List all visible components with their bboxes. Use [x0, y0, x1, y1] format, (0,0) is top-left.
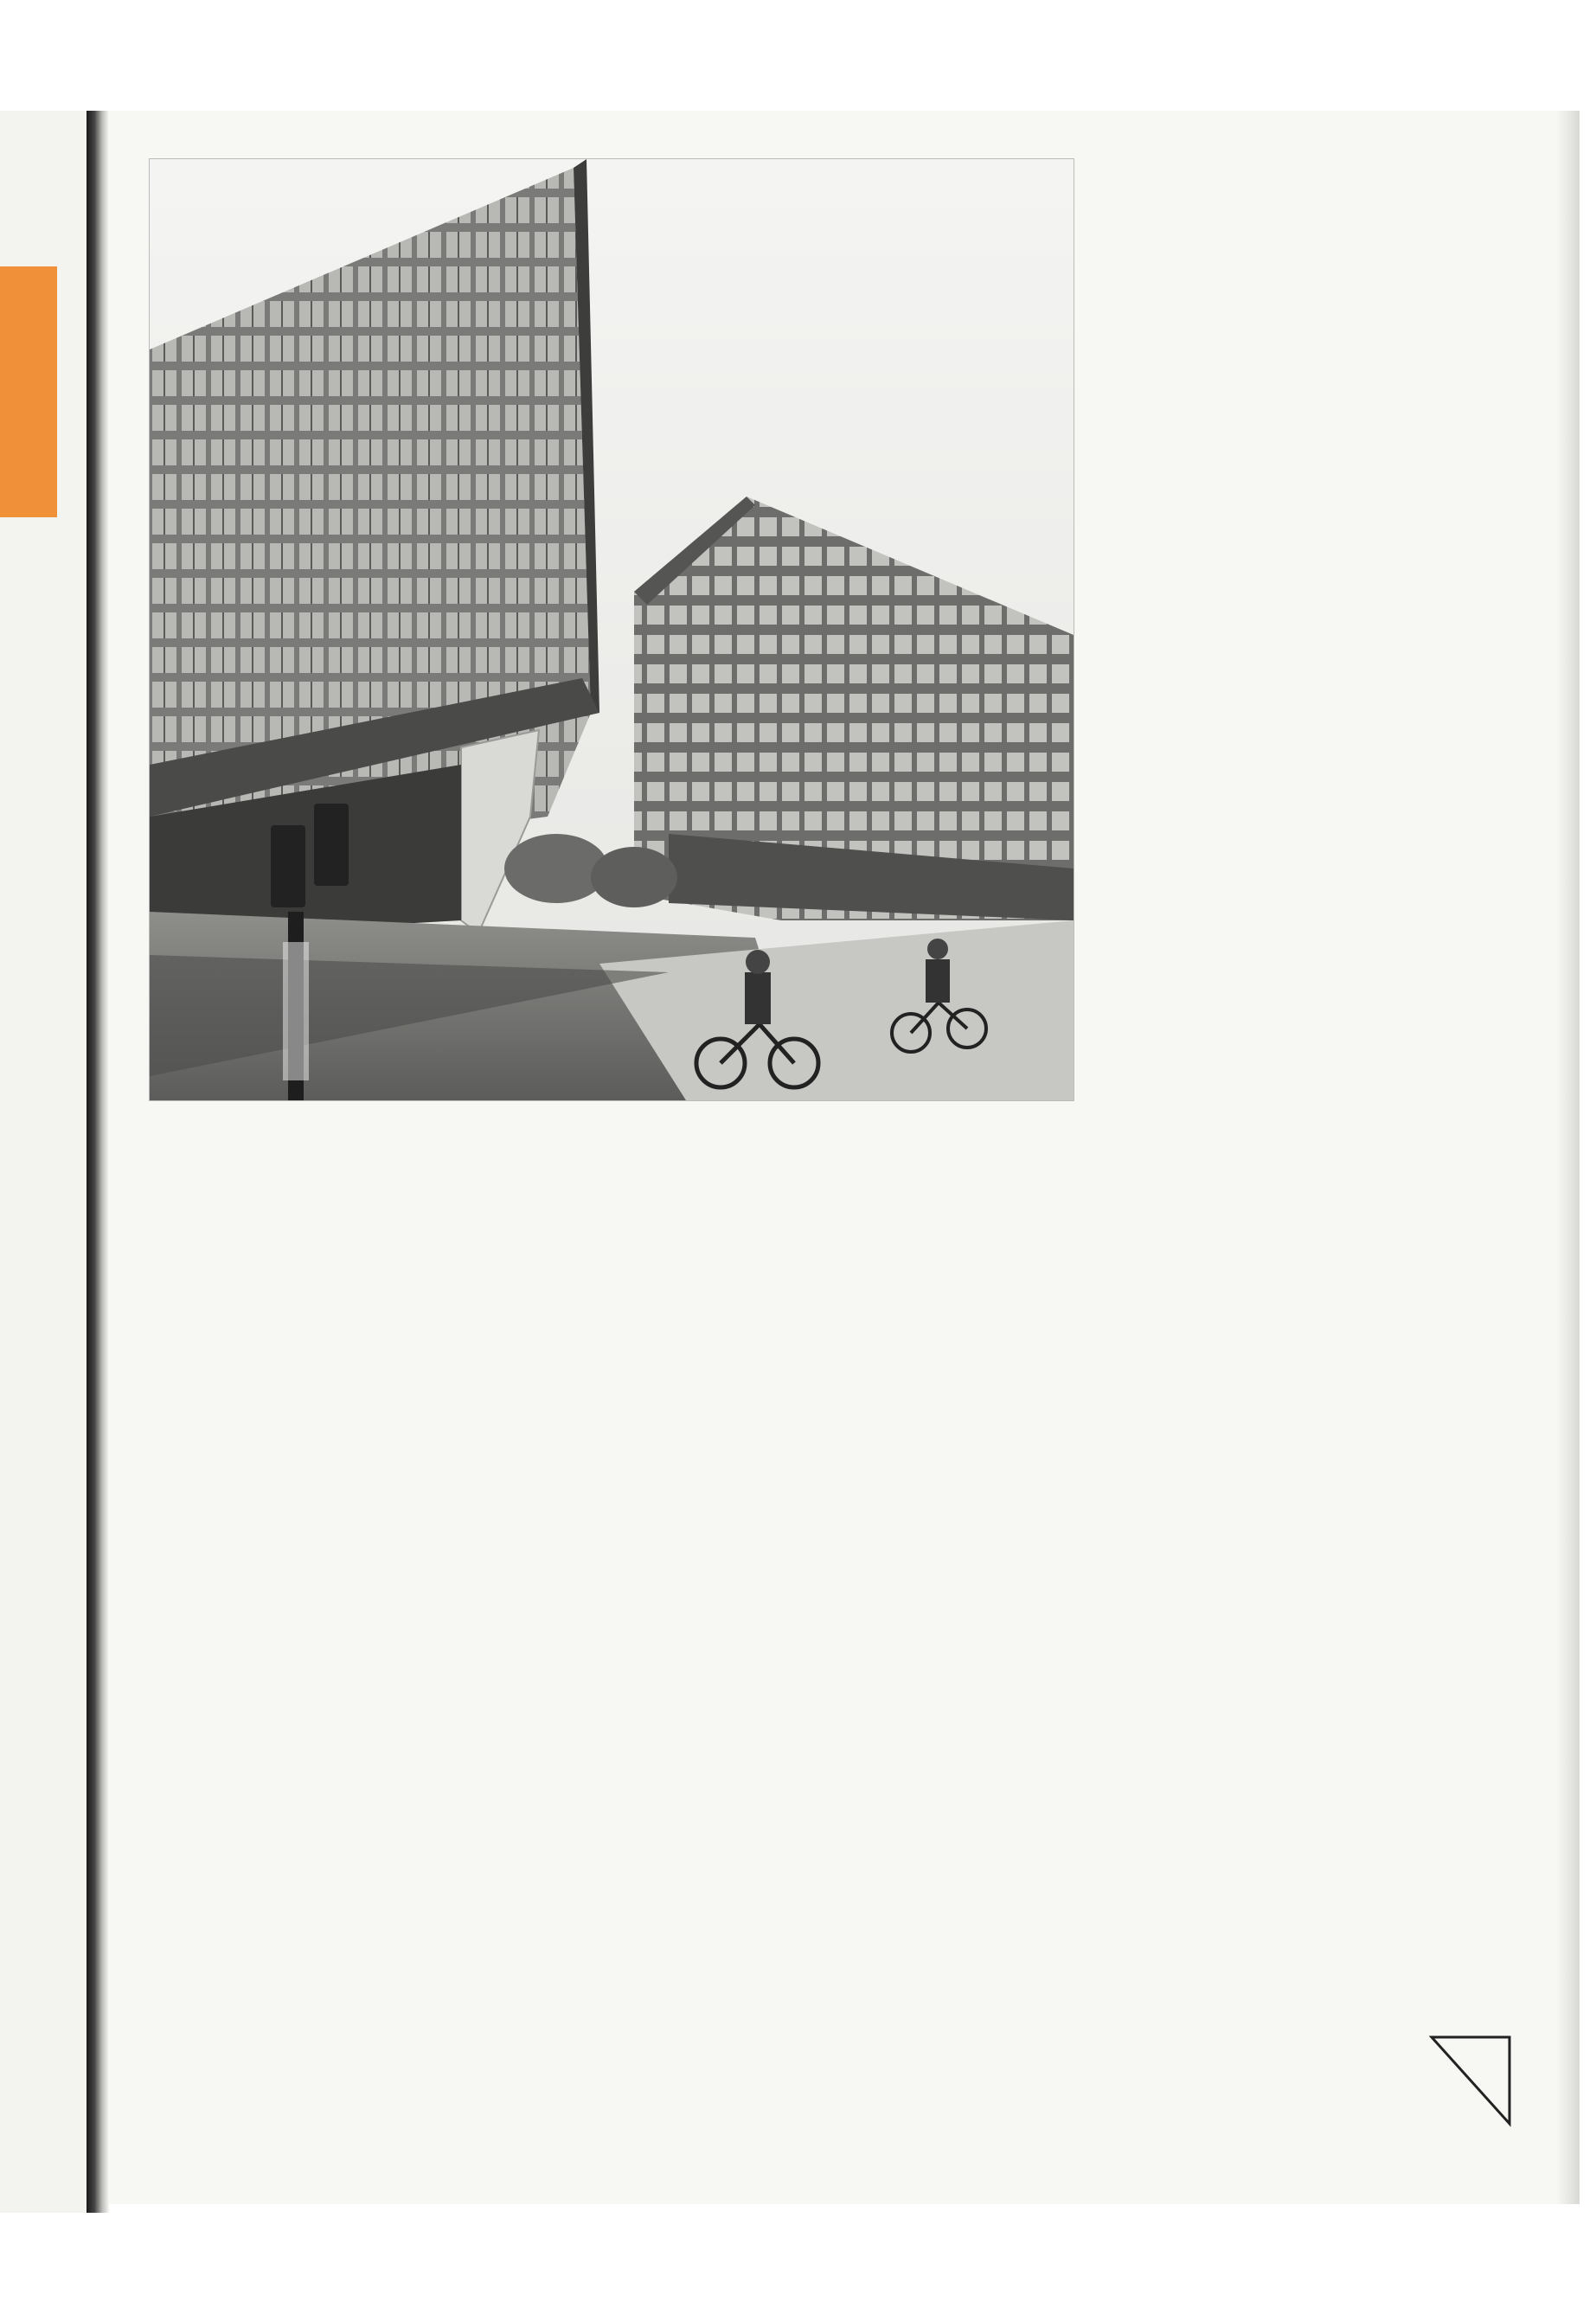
page-edge-shadow — [1557, 111, 1580, 2204]
column-3-bottom — [1025, 1120, 1432, 1150]
column-3-top — [1097, 156, 1430, 171]
page-number-triangle — [1427, 2033, 1514, 2128]
column-1 — [149, 1120, 551, 1150]
left-page-fragment — [0, 111, 97, 2213]
orange-section-tab — [0, 266, 57, 517]
traffic-light — [271, 825, 305, 907]
office-buildings-photo — [149, 158, 1074, 1101]
page-gutter — [87, 111, 109, 2213]
